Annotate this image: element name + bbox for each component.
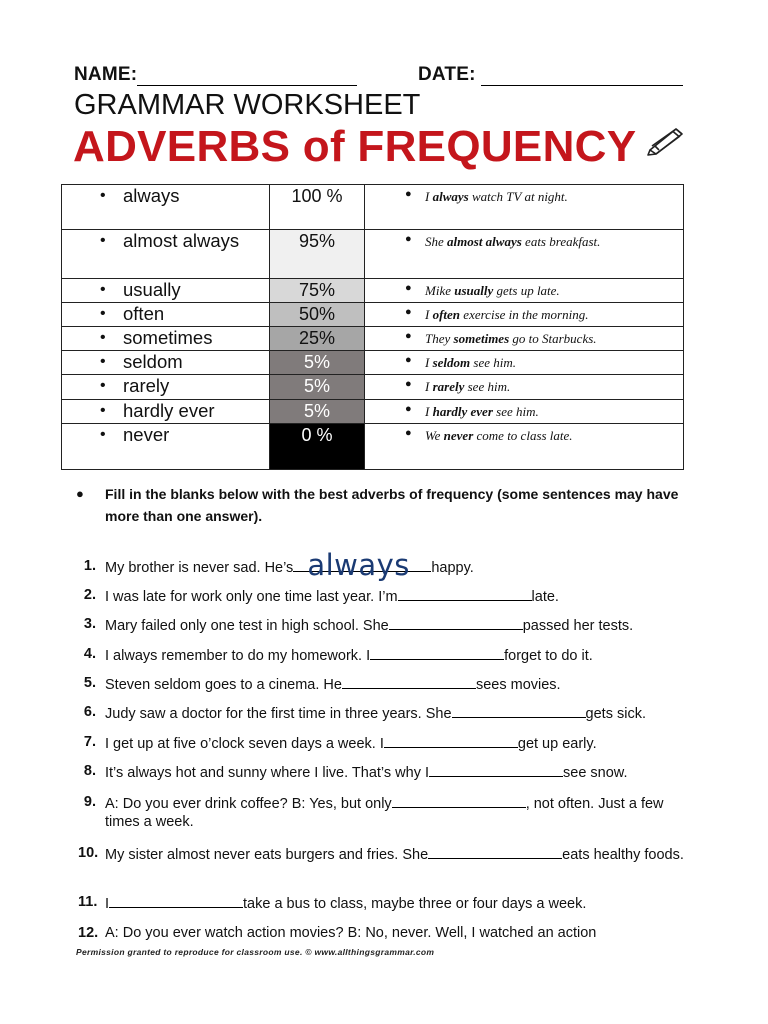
adverb-text: always <box>123 185 180 206</box>
question-pre: I get up at five o’clock seven days a week. I <box>105 736 384 752</box>
example-adverb: almost always <box>447 234 522 249</box>
percent-cell <box>270 327 365 351</box>
question-text <box>78 844 698 864</box>
percent-text: 5% <box>303 376 330 396</box>
question-item <box>78 793 698 831</box>
example-post: go to Starbucks. <box>509 331 597 346</box>
percent-text: 75% <box>298 280 336 300</box>
adverb-text: often <box>123 303 165 324</box>
question-pre: My sister almost never eats burgers and fries. She <box>105 847 429 863</box>
name-label: NAME: <box>74 64 138 85</box>
question-item <box>78 703 698 723</box>
percent-text: 95% <box>298 231 336 251</box>
example-adverb: rarely <box>432 379 465 394</box>
example-post: watch TV at night. <box>468 189 568 204</box>
question-item <box>78 645 698 665</box>
bullet-icon: • <box>100 377 106 394</box>
example-cell <box>365 351 684 375</box>
example-pre: I <box>425 355 433 370</box>
adverb-cell <box>62 375 270 400</box>
question-post: forget to do it. <box>504 648 593 664</box>
example-post: see him. <box>464 379 511 394</box>
percent-cell <box>270 375 365 400</box>
question-item <box>78 762 698 782</box>
instructions-text: Fill in the blanks below with the best adverbs of frequency (some sentences may have more than one answer). <box>105 486 679 524</box>
bullet-icon: ● <box>405 403 412 415</box>
answer-blank[interactable] <box>398 586 532 601</box>
question-post: late. <box>531 589 559 605</box>
question-item <box>78 586 698 606</box>
question-post: happy. <box>431 560 474 576</box>
example-adverb: never <box>443 428 474 443</box>
bullet-icon: ● <box>405 378 412 390</box>
example-pre: I <box>425 307 433 322</box>
bullet-icon: • <box>100 402 106 419</box>
example-cell <box>365 185 684 230</box>
question-item <box>78 893 698 913</box>
question-post: sees movies. <box>475 677 561 693</box>
example-post: come to class late. <box>473 428 573 443</box>
example-post: eats breakfast. <box>521 234 601 249</box>
adverb-text: usually <box>123 279 181 300</box>
adverb-cell <box>62 303 270 327</box>
example-text <box>405 404 683 420</box>
frequency-row <box>62 327 684 351</box>
question-text <box>78 924 698 942</box>
question-text <box>78 703 698 723</box>
question-item <box>78 844 698 864</box>
percent-text: 0 % <box>301 425 333 445</box>
pencil-icon <box>646 124 686 156</box>
adverb-text: sometimes <box>123 327 213 348</box>
frequency-row <box>62 400 684 424</box>
question-text <box>78 733 698 753</box>
adverb-text: hardly ever <box>123 400 215 421</box>
bullet-icon: ● <box>405 427 412 439</box>
answer-blank[interactable] <box>109 893 243 908</box>
question-item <box>78 615 698 635</box>
question-number: 10. <box>78 845 99 861</box>
question-pre: Mary failed only one test in high school. She <box>105 618 389 634</box>
question-post: gets sick. <box>585 706 646 722</box>
percent-cell <box>270 351 365 375</box>
example-text <box>405 283 683 299</box>
example-post: exercise in the morning. <box>460 307 589 322</box>
date-field-row <box>418 64 683 86</box>
frequency-table <box>61 184 684 470</box>
bullet-icon: • <box>100 187 106 204</box>
name-field-row <box>74 64 357 86</box>
answer-blank[interactable] <box>429 762 563 777</box>
frequency-row <box>62 351 684 375</box>
question-pre: A: Do you ever drink coffee? B: Yes, but only <box>105 796 392 812</box>
example-pre: We <box>425 428 444 443</box>
example-adverb: sometimes <box>453 331 510 346</box>
answer-blank[interactable] <box>389 615 523 630</box>
example-post: see him. <box>470 355 517 370</box>
question-number: 2. <box>83 587 96 603</box>
question-item <box>78 674 698 694</box>
answer-blank[interactable] <box>428 844 562 859</box>
question-post: get up early. <box>517 736 597 752</box>
bullet-icon: ● <box>405 282 412 294</box>
question-number: 6. <box>83 704 96 720</box>
question-pre: Steven seldom goes to a cinema. He <box>105 677 342 693</box>
adverb-cell <box>62 230 270 279</box>
example-adverb: usually <box>454 283 494 298</box>
example-adverb: always <box>432 189 469 204</box>
question-number: 4. <box>83 646 96 662</box>
question-pre: Judy saw a doctor for the first time in three years. She <box>105 706 452 722</box>
answer-blank[interactable] <box>342 674 476 689</box>
bullet-icon: • <box>100 281 106 298</box>
example-adverb: often <box>432 307 461 322</box>
adverb-cell <box>62 185 270 230</box>
worksheet-title: GRAMMAR WORKSHEET <box>74 89 421 121</box>
percent-cell <box>270 400 365 424</box>
example-cell <box>365 327 684 351</box>
question-item <box>78 548 698 582</box>
example-pre: I <box>425 189 433 204</box>
answer-blank[interactable] <box>452 703 586 718</box>
example-text <box>405 355 683 371</box>
question-item <box>78 924 698 942</box>
example-pre: I <box>425 404 433 419</box>
question-number: 8. <box>83 763 96 779</box>
question-post: take a bus to class, maybe three or four days a week. <box>243 896 587 912</box>
question-text <box>78 645 698 665</box>
example-cell <box>365 400 684 424</box>
bullet-icon: • <box>100 232 106 249</box>
handwritten-answer: always <box>307 548 410 582</box>
question-pre: I was late for work only one time last year. I’m <box>105 589 398 605</box>
percent-cell <box>270 185 365 230</box>
question-post: passed her tests. <box>522 618 634 634</box>
percent-text: 50% <box>298 304 336 324</box>
percent-text: 5% <box>303 401 330 421</box>
question-pre: It’s always hot and sunny where I live. That’s why I <box>105 765 429 781</box>
bullet-icon: • <box>100 329 106 346</box>
frequency-row <box>62 303 684 327</box>
bullet-icon: ● <box>76 486 84 501</box>
example-cell <box>365 375 684 400</box>
adverb-text: never <box>123 424 170 445</box>
example-post: see him. <box>492 404 539 419</box>
question-number: 11. <box>78 894 98 910</box>
question-text <box>78 762 698 782</box>
adverb-cell <box>62 327 270 351</box>
question-text <box>78 586 698 606</box>
example-pre: She <box>425 234 448 249</box>
adverb-text: rarely <box>123 375 170 396</box>
example-cell <box>365 230 684 279</box>
answer-blank[interactable] <box>370 645 504 660</box>
example-cell <box>365 279 684 303</box>
percent-text: 25% <box>298 328 336 348</box>
bullet-icon: • <box>100 426 106 443</box>
question-number: 1. <box>83 558 96 574</box>
bullet-icon: ● <box>405 233 412 245</box>
adverb-text: almost always <box>123 230 240 251</box>
example-text <box>405 428 683 444</box>
frequency-row <box>62 185 684 230</box>
percent-cell <box>270 230 365 279</box>
question-text <box>78 793 698 831</box>
question-pre: I <box>105 896 110 912</box>
bullet-icon: ● <box>405 330 412 342</box>
question-number: 3. <box>83 616 96 632</box>
question-number: 5. <box>83 675 96 691</box>
question-item <box>78 733 698 753</box>
example-text <box>405 379 683 395</box>
question-post: eats healthy foods. <box>562 847 684 863</box>
example-text <box>405 189 683 205</box>
adverb-cell <box>62 400 270 424</box>
question-pre: A: Do you ever watch action movies? B: No, never. Well, I watched an action <box>105 925 597 941</box>
frequency-row <box>62 424 684 470</box>
question-text <box>78 674 698 694</box>
percent-cell <box>270 424 365 470</box>
adverb-cell <box>62 351 270 375</box>
answer-blank[interactable] <box>293 548 431 582</box>
copyright-footer: Permission granted to reproduce for classroom use. © www.allthingsgrammar.com <box>76 947 435 957</box>
question-text <box>78 615 698 635</box>
percent-cell <box>270 279 365 303</box>
question-number: 7. <box>83 734 96 750</box>
example-adverb: seldom <box>432 355 471 370</box>
example-text <box>405 234 683 250</box>
adverb-cell <box>62 424 270 470</box>
percent-text: 5% <box>303 352 330 372</box>
worksheet-topic: ADVERBS of FREQUENCY <box>73 122 637 171</box>
example-pre: They <box>425 331 454 346</box>
instructions <box>76 483 696 527</box>
bullet-icon: ● <box>405 354 412 366</box>
frequency-row <box>62 279 684 303</box>
example-pre: Mike <box>425 283 455 298</box>
question-text <box>78 548 698 582</box>
bullet-icon: • <box>100 305 106 322</box>
question-post: see snow. <box>563 765 628 781</box>
question-pre: I always remember to do my homework. I <box>105 648 371 664</box>
percent-cell <box>270 303 365 327</box>
bullet-icon: • <box>100 353 106 370</box>
frequency-row <box>62 375 684 400</box>
question-text <box>78 893 698 913</box>
example-cell <box>365 424 684 470</box>
bullet-icon: ● <box>405 188 412 200</box>
date-label: DATE: <box>418 64 476 85</box>
adverb-cell <box>62 279 270 303</box>
frequency-row <box>62 230 684 279</box>
adverb-text: seldom <box>123 351 183 372</box>
example-post: gets up late. <box>493 283 560 298</box>
name-blank[interactable] <box>137 85 357 86</box>
example-adverb: hardly ever <box>432 404 493 419</box>
example-text <box>405 331 683 347</box>
question-number: 12. <box>78 925 99 941</box>
date-blank[interactable] <box>481 85 683 86</box>
example-cell <box>365 303 684 327</box>
example-text <box>405 307 683 323</box>
percent-text: 100 % <box>291 186 343 206</box>
answer-blank[interactable] <box>392 793 526 808</box>
question-pre: My brother is never sad. He’s <box>105 560 294 576</box>
example-pre: I <box>425 379 433 394</box>
question-post: , not often. Just a few times a week. <box>105 796 664 830</box>
question-number: 9. <box>83 794 96 810</box>
answer-blank[interactable] <box>384 733 518 748</box>
bullet-icon: ● <box>405 306 412 318</box>
